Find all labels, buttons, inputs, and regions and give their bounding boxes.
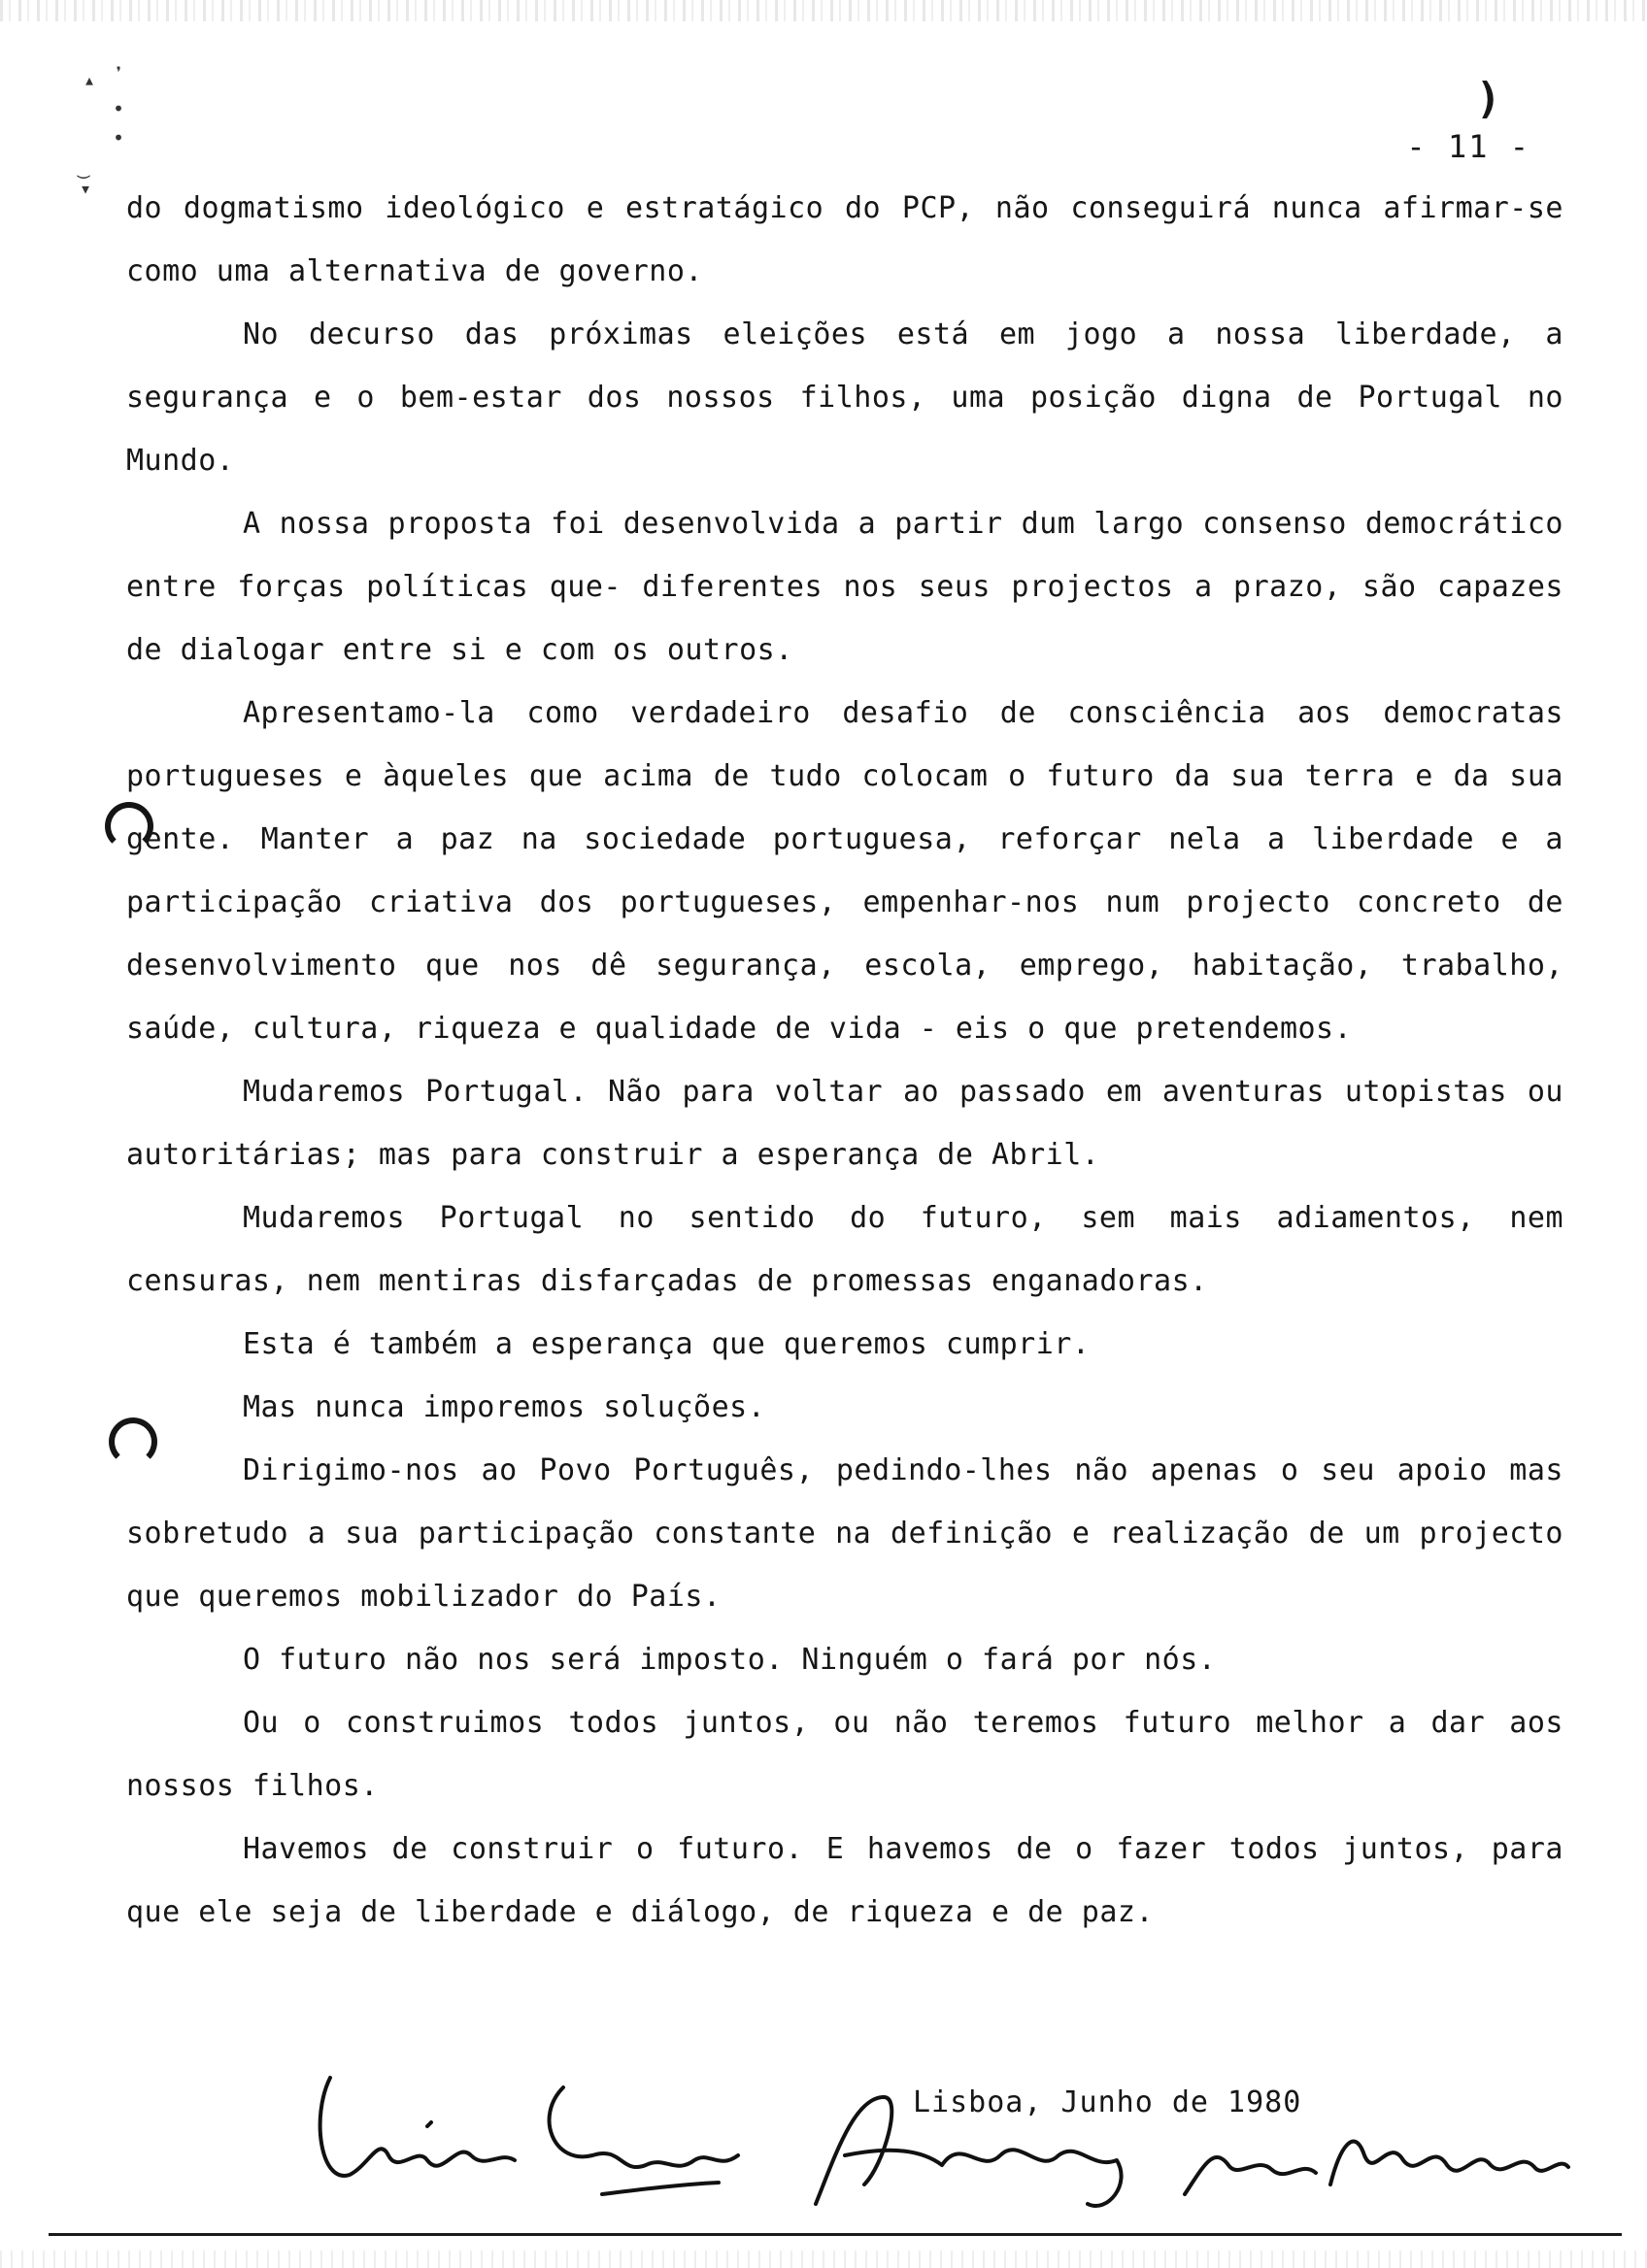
signature-1-dot bbox=[427, 2122, 431, 2126]
signature-1 bbox=[320, 2078, 515, 2176]
paragraph: Mudaremos Portugal. Não para voltar ao passado em aventuras utopistas ou autoritárias; mas para construir a esperança de Abril. bbox=[126, 1075, 1563, 1172]
paragraph: Havemos de construir o futuro. E havemos de o fazer todos juntos, para que ele seja de liberdade e diálogo, de riqueza e de paz. bbox=[126, 1832, 1563, 1929]
signature-5 bbox=[1330, 2142, 1568, 2185]
paragraph: Mudaremos Portugal no sentido do futuro, sem mais adiamentos, nem censuras, nem mentiras disfarçadas de promessas enganadoras. bbox=[126, 1201, 1563, 1298]
handwritten-signatures bbox=[311, 2058, 1573, 2223]
paragraph: O futuro não nos será imposto. Ninguém o fará por nós. bbox=[243, 1643, 1217, 1677]
signature-2 bbox=[550, 2087, 738, 2194]
signature-area bbox=[311, 2058, 1573, 2223]
scan-edge-bottom bbox=[0, 2251, 1647, 2268]
signature-4 bbox=[1185, 2157, 1316, 2194]
paragraph: Dirigimo-nos ao Povo Português, pedindo-lhes não apenas o seu apoio mas sobretudo a sua participação constante na definição e realização de um projecto que queremos mobilizador do País. bbox=[126, 1453, 1563, 1614]
paragraph: Esta é também a esperança que queremos cumprir. bbox=[243, 1327, 1091, 1361]
margin-marks: ▴ ❜ • • ‿ ▾ bbox=[78, 62, 125, 200]
paragraph: do dogmatismo ideológico e estratágico do PCP, não conseguirá nunca afirmar-se como uma alternativa de governo. bbox=[126, 191, 1563, 288]
bottom-rule bbox=[49, 2233, 1622, 2236]
body-text bbox=[126, 177, 1563, 1944]
paragraph: Mas nunca imporemos soluções. bbox=[243, 1390, 766, 1424]
paragraph: Apresentamo-la como verdadeiro desafio de consciência aos democratas portugueses e àqueles que acima de tudo colocam o futuro da sua terra e da sua gente. Manter a paz na sociedade portuguesa, reforçar nela a liberdade e a participação criativa dos portugueses, empenhar-nos num projecto concreto de desenvolvimento que nos dê segurança, escola, emprego, habitação, trabalho, saúde, cultura, riqueza e qualidade de vida - eis o que pretendemos. bbox=[126, 696, 1563, 1046]
place-and-date: Lisboa, Junho de 1980 bbox=[913, 2085, 1302, 2119]
paragraph: No decurso das próximas eleições está em jogo a nossa liberdade, a segurança e o bem-estar dos nossos filhos, uma posição digna de Portugal no Mundo. bbox=[126, 317, 1563, 478]
scan-edge-top bbox=[0, 0, 1647, 21]
paragraph: Ou o construimos todos juntos, ou não teremos futuro melhor a dar aos nossos filhos. bbox=[126, 1706, 1563, 1803]
page-number: - 11 - bbox=[1406, 128, 1530, 165]
paragraph: A nossa proposta foi desenvolvida a partir dum largo consenso democrático entre forças políticas que- diferentes nos seus projectos a prazo, são capazes de dialogar entre si e com os outros. bbox=[126, 507, 1563, 667]
corner-tick-mark: ) bbox=[1475, 74, 1501, 123]
